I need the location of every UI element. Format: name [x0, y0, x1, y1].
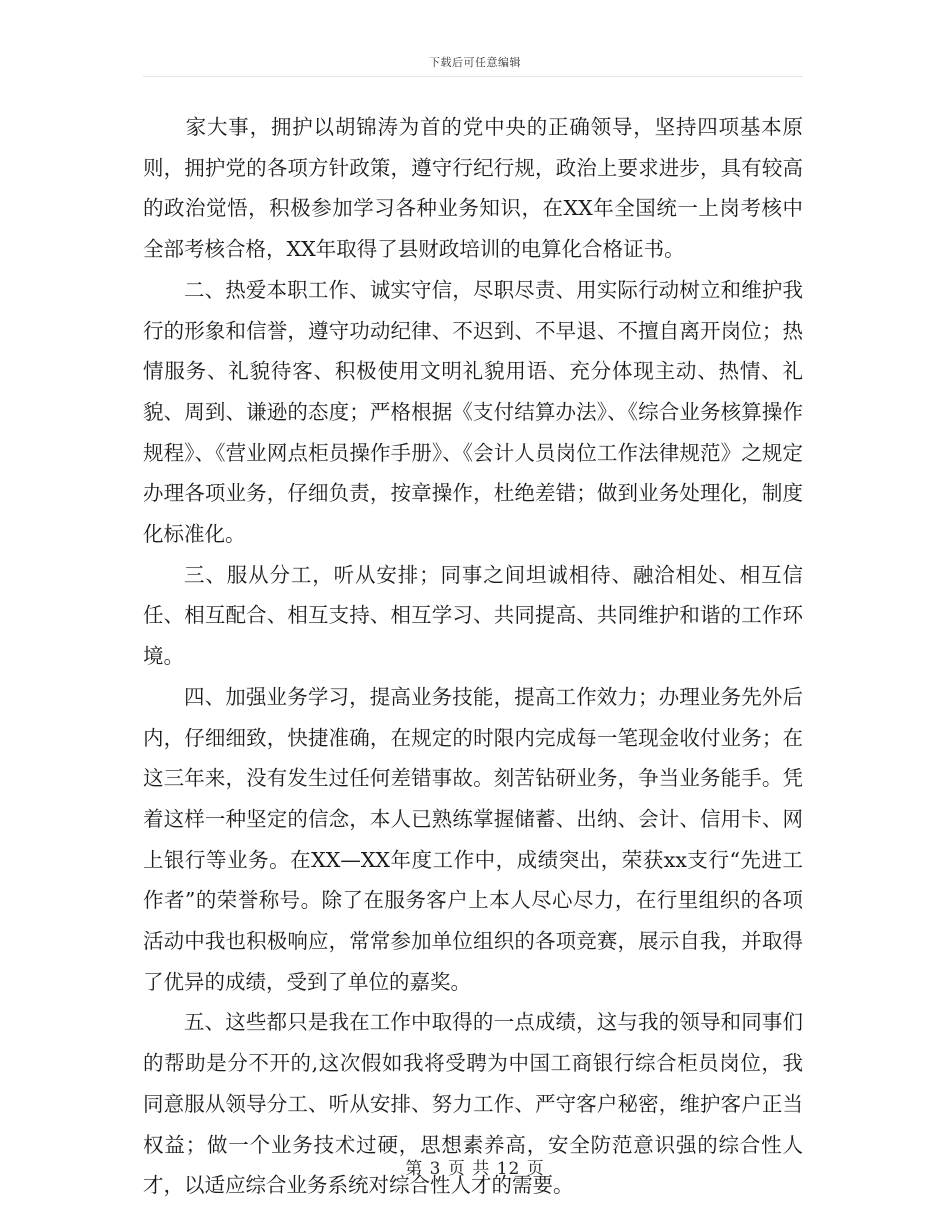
page-number: 第 3 页 共 12 页	[405, 1159, 545, 1179]
paragraph-continued: 家大事，拥护以胡锦涛为首的党中央的正确领导，坚持四项基本原则，拥护党的各项方针政策，遵守行纪行规，政治上要求进步，具有较高的政治觉悟，积极参加学习各种业务知识，在XX年全国统一上岗考核中全部考核合格，XX年取得了县财政培训的电算化合格证书。	[143, 115, 803, 262]
page-header: 下载后可任意编辑	[429, 56, 521, 69]
paragraph-section-2: 二、热爱本职工作、诚实守信，尽职尽责、用实际行动树立和维护我行的形象和信誉，遵守功动纪律、不迟到、不早退、不擅自离开岗位；热情服务、礼貌待客、积极使用文明礼貌用语、充分体现主动、热情、礼貌、周到、谦逊的态度；严格根据《支付结算办法》、《综合业务核算操作规程》、《营业网点柜员操作手册》、《会计人员岗位工作法律规范》之规定办理各项业务，仔细负责，按章操作，杜绝差错；做到业务处理化，制度化标准化。	[143, 277, 803, 547]
paragraph-section-4: 四、加强业务学习，提高业务技能，提高工作效力；办理业务先外后内，仔细细致，快捷准确，在规定的时限内完成每一笔现金收付业务；在这三年来，没有发生过任何差错事故。刻苦钻研业务，争当业务能手。凭着这样一种坚定的信念，本人已熟练掌握储蓄、出纳、会计、信用卡、网上银行等业务。在XX—XX年度工作中，成绩突出，荣获xx支行“先进工作者”的荣誉称号。除了在服务客户上本人尽心尽力，在行里组织的各项活动中我也积极响应，常常参加单位组织的各项竞赛，展示自我，并取得了优异的成绩，受到了单位的嘉奖。	[143, 684, 803, 994]
paragraph-section-5: 五、这些都只是我在工作中取得的一点成绩，这与我的领导和同事们的帮助是分不开的,这次假如我将受聘为中国工商银行综合柜员岗位，我同意服从领导分工、听从安排、努力工作、严守客户秘密，维护客户正当权益；做一个业务技术过硬，思想素养高，安全防范意识强的综合性人才，以适应综合业务系统对综合性人才的需要。	[143, 1010, 803, 1198]
paragraph-section-3: 三、服从分工，听从安排；同事之间坦诚相待、融洽相处、相互信任、相互配合、相互支持、相互学习、共同提高、共同维护和谐的工作环境。	[143, 562, 803, 669]
document-body	[143, 107, 803, 1206]
header-divider	[143, 76, 803, 77]
